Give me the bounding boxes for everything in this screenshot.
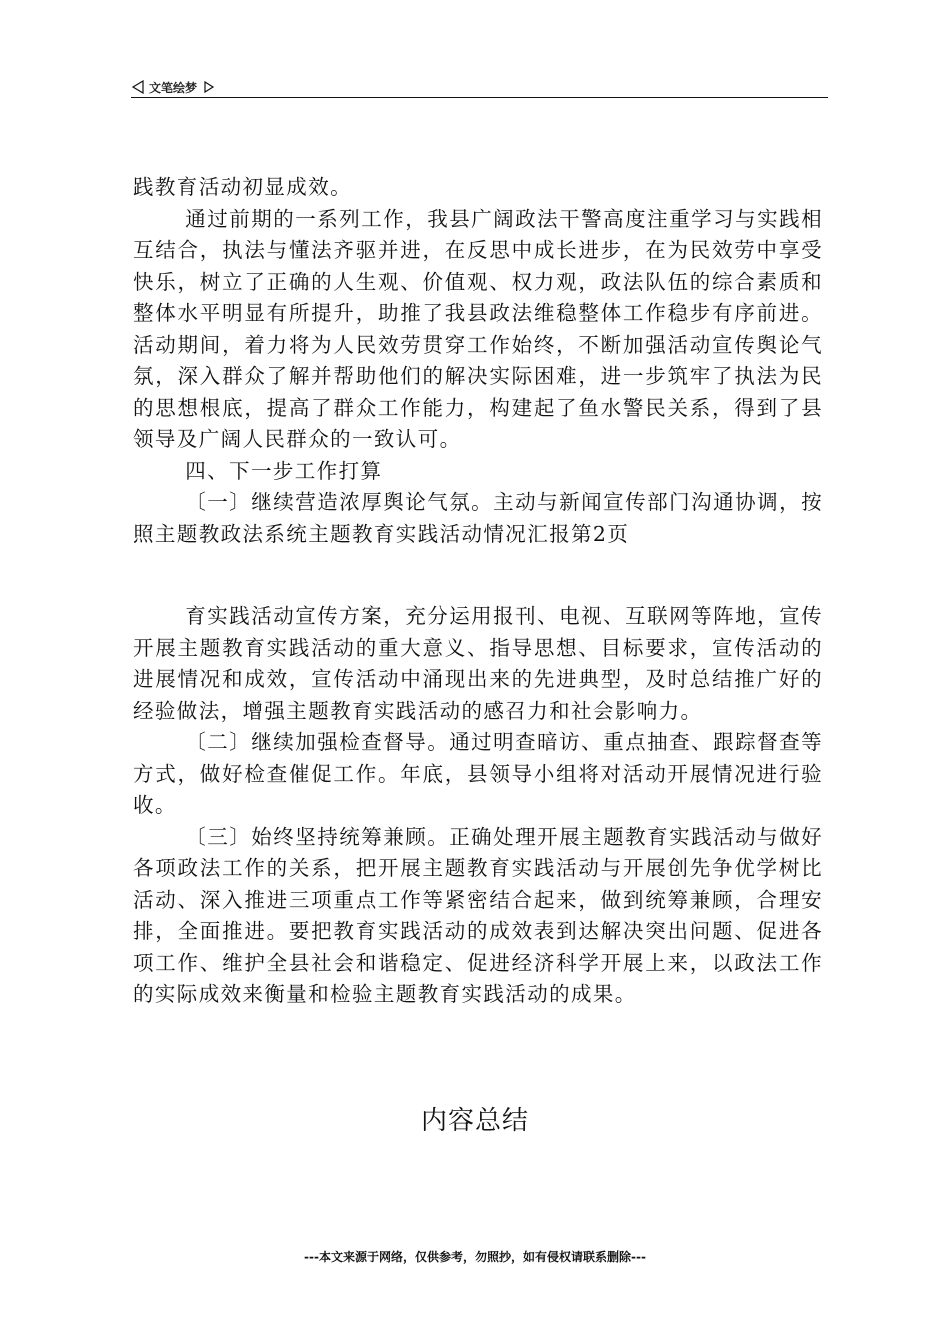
- summary-title: 内容总结: [420, 1106, 529, 1136]
- triangle-left-icon: [131, 80, 145, 94]
- paragraph-item-2: 〔二〕继续加强检查督导。通过明查暗访、重点抽查、跟踪督查等方式，做好检查催促工作。年底，县领导小组将对活动开展情况进行验收。: [133, 730, 823, 817]
- paragraph-item-1-cont: 育实践活动宣传方案，充分运用报刊、电视、互联网等阵地，宣传开展主题教育实践活动的重大意义、指导思想、目标要求，宣传活动的进展情况和成效，宣传活动中涌现出来的先进典型，及时总结推广好的经验做法，增强主题教育实践活动的感召力和社会影响力。: [133, 604, 823, 723]
- section-heading-next-steps: 四、下一步工作打算: [185, 458, 383, 483]
- paragraph-continuation: 践教育活动初显成效。: [133, 175, 352, 199]
- triangle-right-icon: [203, 81, 215, 93]
- paragraph-item-3: 〔三〕始终坚持统筹兼顾。正确处理开展主题教育实践活动与做好各项政法工作的关系，把开展主题教育实践活动与开展创先争优学树比活动、深入推进三项重点工作等紧密结合起来，做到统筹兼顾，合理安排，全面推进。要把教育实践活动的成效表到达解决突出问题、促进各项工作、维护全县社会和谐稳定、促进经济科学开展上来，以政法工作的实际成效来衡量和检验主题教育实践活动的成果。: [133, 824, 823, 1006]
- body-text-top: [133, 172, 823, 550]
- page-header: [131, 76, 828, 98]
- footer-disclaimer: ---本文来源于网络，仅供参考，勿照抄，如有侵权请联系删除---: [304, 1250, 646, 1264]
- paragraph-item-1: 〔一〕继续营造浓厚舆论气氛。主动与新闻宣传部门沟通协调，按照主题教政法系统主题教育实践活动情况汇报第2页: [133, 490, 823, 546]
- body-text-bottom: [133, 601, 823, 1011]
- paragraph-results: 通过前期的一系列工作，我县广阔政法干警高度注重学习与实践相互结合，执法与懂法齐驱并进，在反思中成长进步，在为民效劳中享受快乐，树立了正确的人生观、价值观、权力观，政法队伍的综合素质和整体水平明显有所提升，助推了我县政法维稳整体工作稳步有序前进。活动期间，着力将为人民效劳贯穿工作始终，不断加强活动宣传舆论气氛，深入群众了解并帮助他们的解决实际困难，进一步筑牢了执法为民的思想根底，提高了群众工作能力，构建起了鱼水警民关系，得到了县领导及广阔人民群众的一致认可。: [133, 206, 823, 451]
- header-brand: 文笔绘梦: [149, 80, 198, 95]
- header-divider: [131, 97, 828, 98]
